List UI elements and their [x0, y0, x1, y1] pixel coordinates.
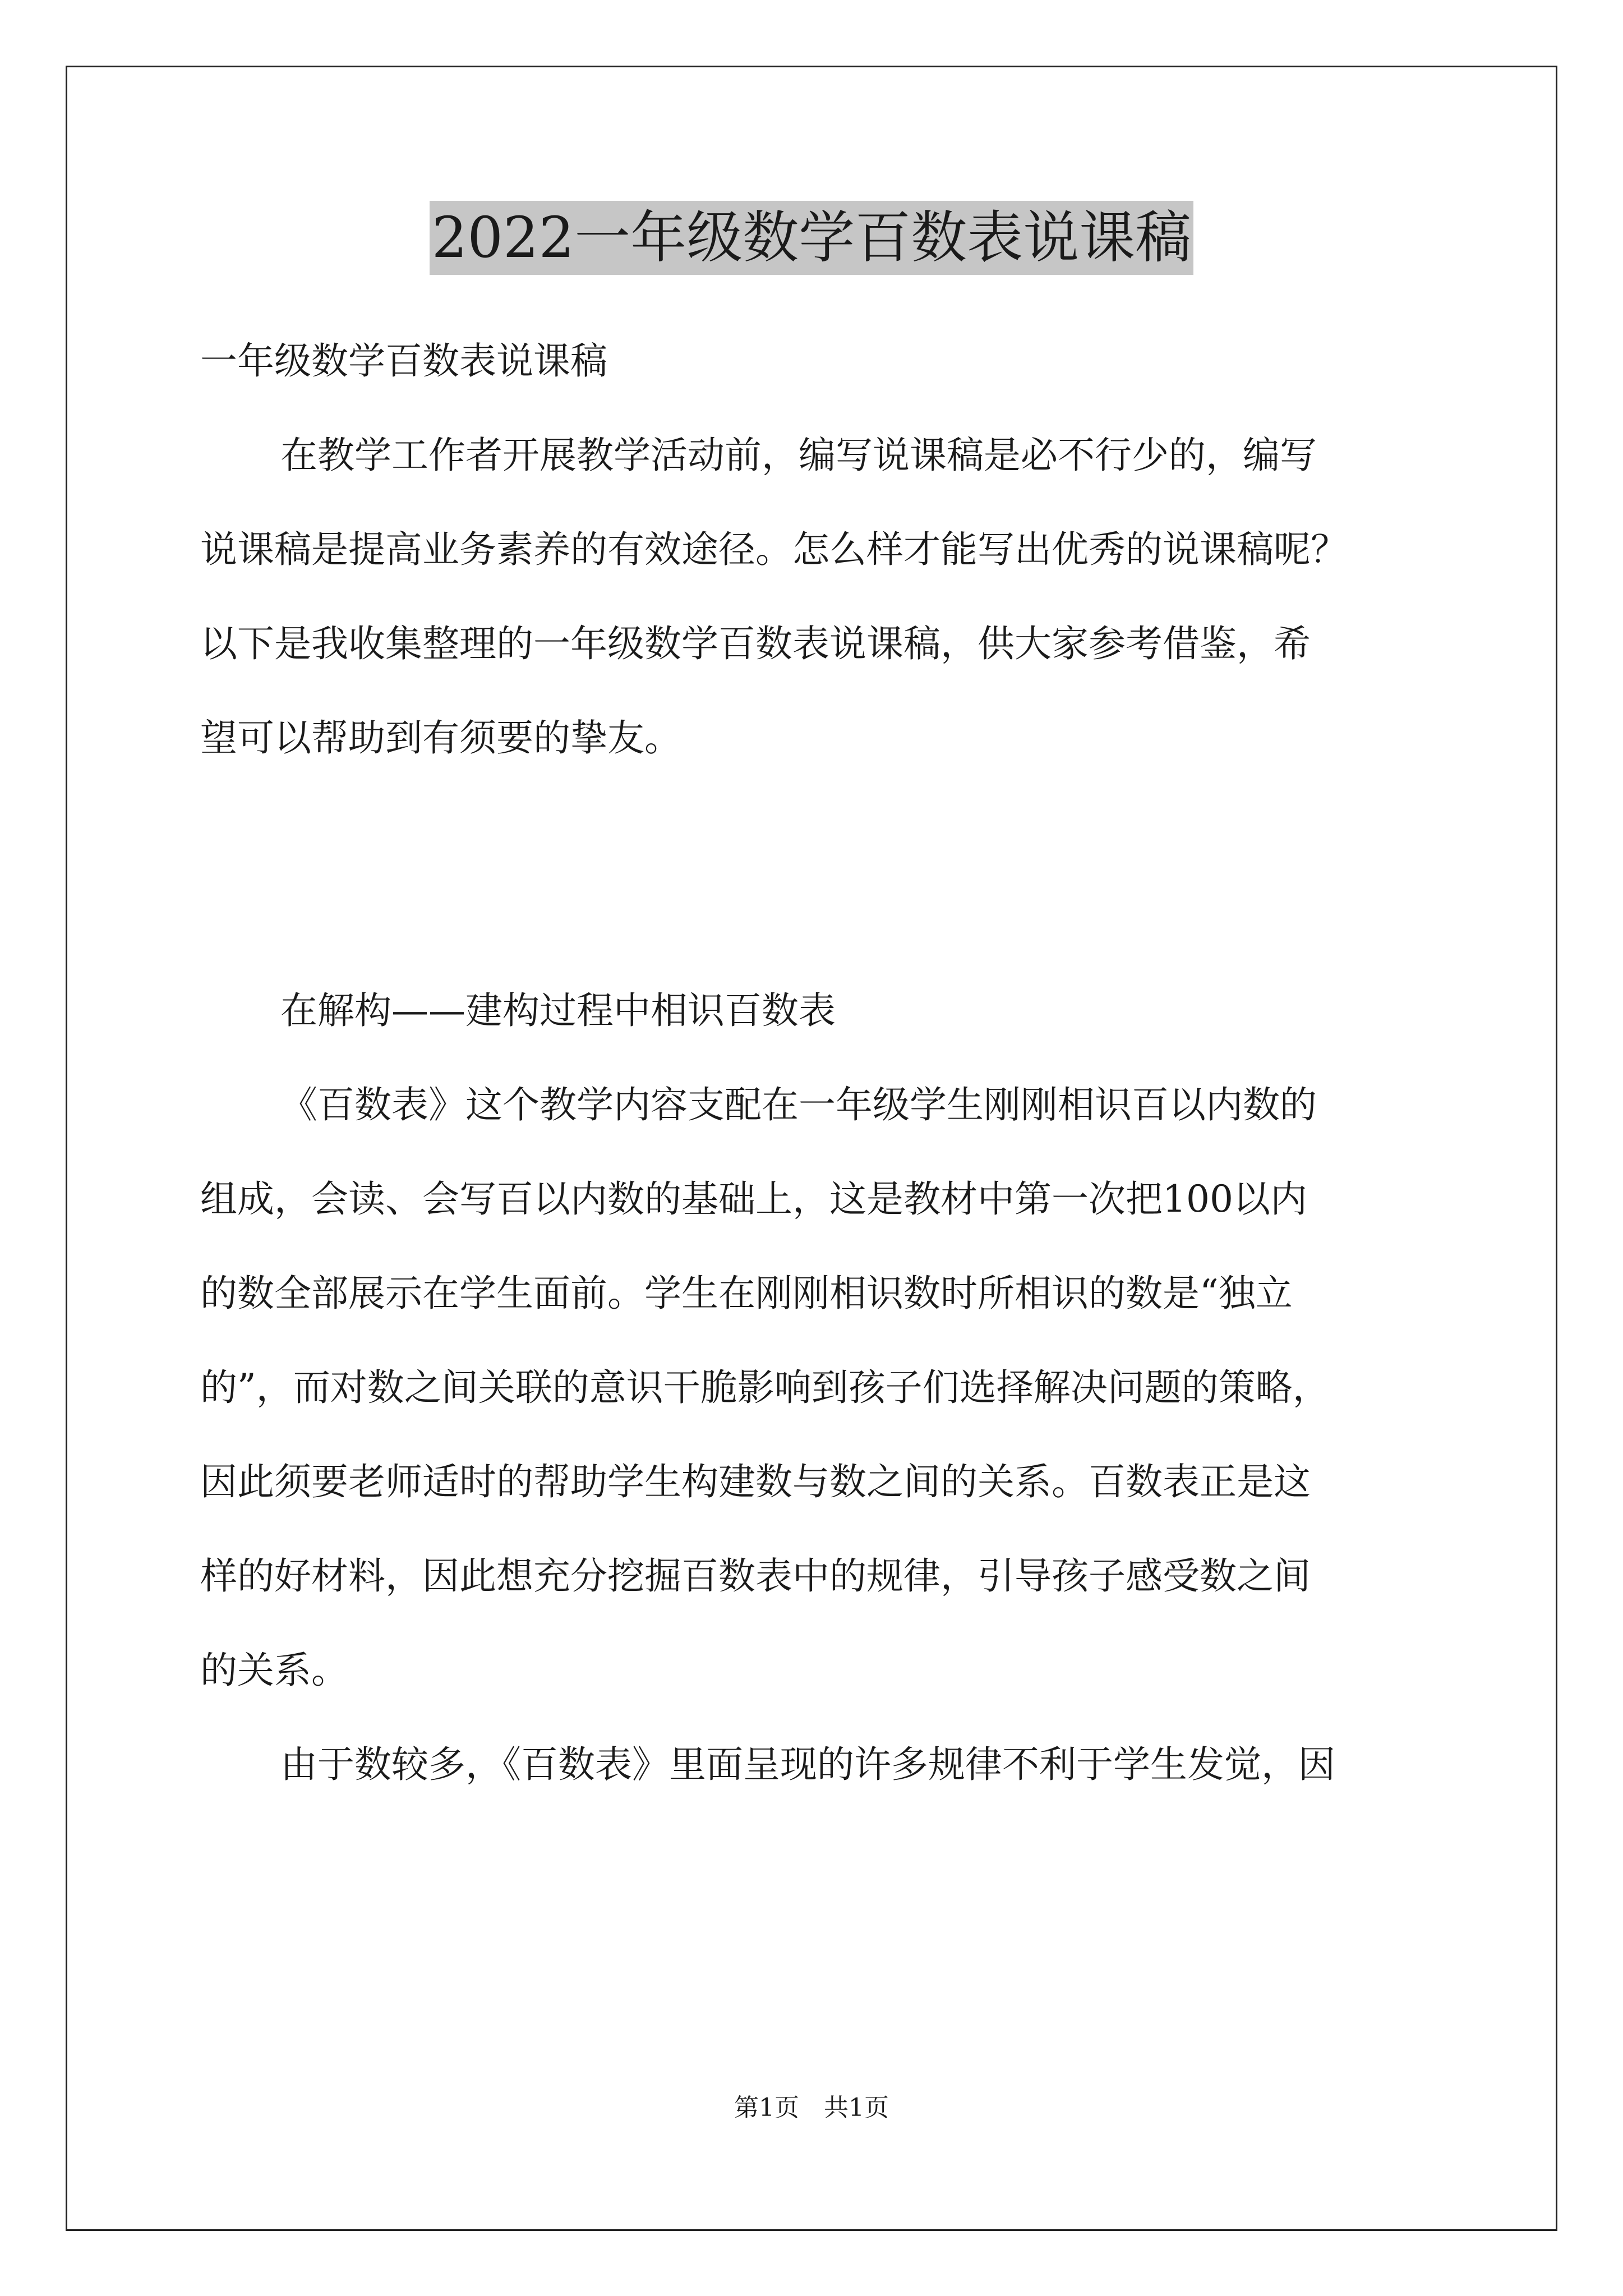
paragraph-2-line-2: 组成，会读、会写百以内数的基础上，这是教材中第一次把100以内 [200, 1177, 1307, 1221]
paragraph-1-line-4: 望可以帮助到有须要的挚友。 [200, 716, 681, 760]
paragraph-2-line-1: 《百数表》这个教学内容支配在一年级学生刚刚相识百以内数的 [280, 1083, 1317, 1126]
paragraph-3-line-1: 由于数较多，《百数表》里面呈现的许多规律不利于学生发觉，因 [280, 1743, 1335, 1786]
paragraph-1-line-3: 以下是我收集整理的一年级数学百数表说课稿，供大家参考借鉴，希 [200, 622, 1311, 665]
document-body [200, 314, 1423, 1812]
paragraph-2-line-4: 的”，而对数之间关联的意识干脆影响到孩子们选择解决问题的策略， [200, 1366, 1330, 1409]
document-title: 2022一年级数学百数表说课稿 [430, 201, 1194, 275]
title-container [0, 201, 1623, 275]
paragraph-2-line-5: 因此须要老师适时的帮助学生构建数与数之间的关系。百数表正是这 [200, 1460, 1311, 1503]
paragraph-2-line-3: 的数全部展示在学生面前。学生在刚刚相识数时所相识的数是“独立 [200, 1272, 1293, 1315]
document-subtitle: 一年级数学百数表说课稿 [200, 339, 607, 383]
paragraph-1-line-1: 在教学工作者开展教学活动前，编写说课稿是必不行少的，编写 [280, 434, 1317, 477]
page-number-footer: 第1页 共1页 [734, 2093, 889, 2122]
paragraph-1-line-2: 说课稿是提高业务素养的有效途径。怎么样才能写出优秀的说课稿呢？ [200, 528, 1348, 571]
section-heading: 在解构——建构过程中相识百数表 [280, 989, 836, 1032]
section-gap [200, 785, 1423, 964]
paragraph-2-line-7: 的关系。 [200, 1649, 348, 1692]
paragraph-2-line-6: 样的好材料，因此想充分挖掘百数表中的规律，引导孩子感受数之间 [200, 1554, 1311, 1598]
